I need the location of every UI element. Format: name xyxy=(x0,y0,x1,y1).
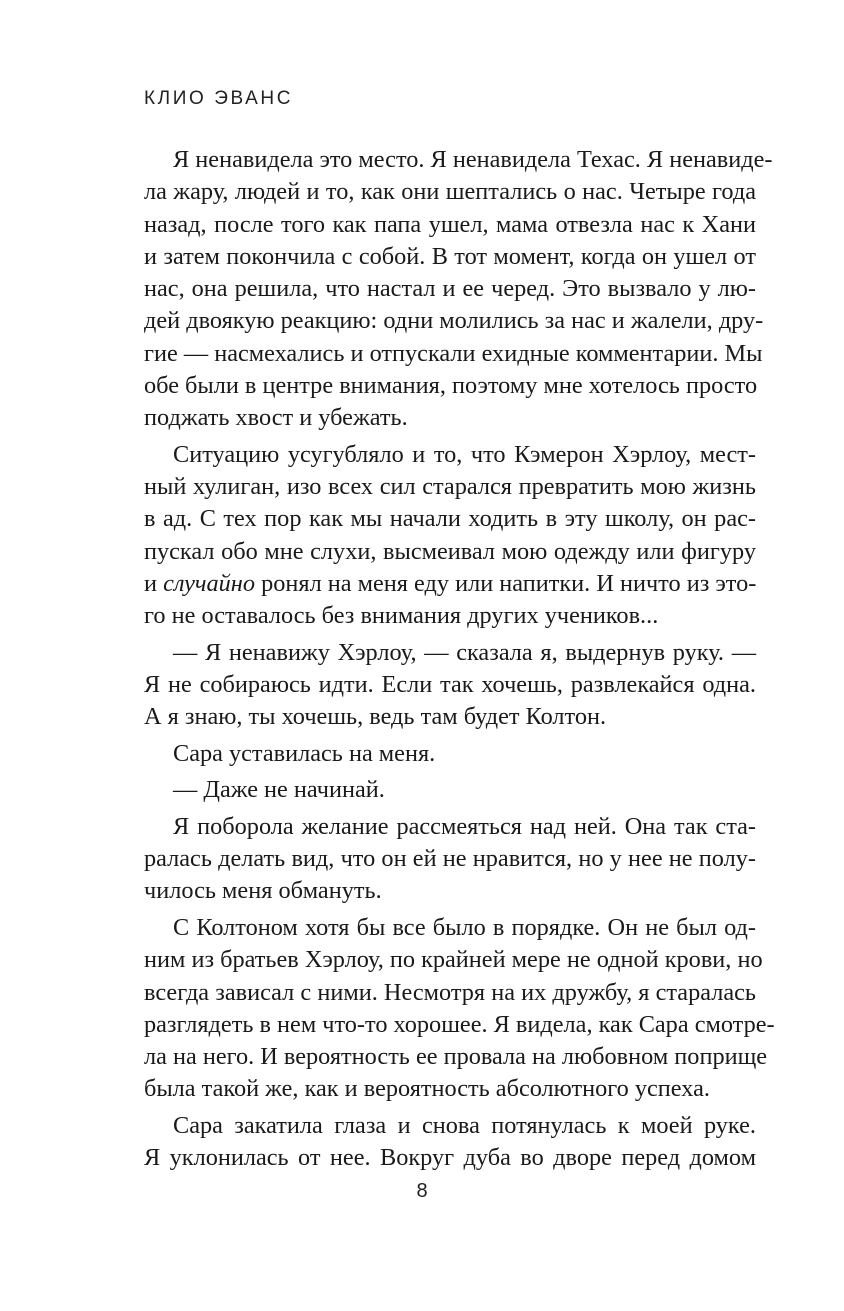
text-line: — Даже не начинай. xyxy=(173,776,385,804)
text-line: А я знаю, ты хочешь, ведь там будет Колтон. xyxy=(144,703,607,731)
paragraph xyxy=(144,738,756,770)
text-line: и затем покончила с собой. В тот момент, когда он ушел от xyxy=(144,242,756,270)
text-line: была такой же, как и вероятность абсолютного успеха. xyxy=(144,1075,710,1103)
text-fragment: и xyxy=(144,570,164,598)
text-line: в ад. С тех пор как мы начали ходить в эту школу, он рас- xyxy=(144,505,756,533)
text-line: поджать хвост и убежать. xyxy=(144,404,408,432)
text-line: Я ненавидела это место. Я ненавидела Техас. Я ненавиде- xyxy=(173,146,773,173)
text-line: Сара закатила глаза и снова потянулась к моей руке. xyxy=(173,1111,756,1139)
text-line: Ситуацию усугубляло и то, что Кэмерон Хэрлоу, мест- xyxy=(173,440,756,468)
text-line: ный хулиган, изо всех сил старался превратить мою жизнь xyxy=(144,473,756,501)
text-line: дей двоякую реакцию: одни молились за нас и жалели, дру- xyxy=(144,307,764,335)
text-line: чилось меня обмануть. xyxy=(144,877,382,905)
paragraph xyxy=(144,439,756,633)
paragraph xyxy=(144,811,756,908)
text-line xyxy=(144,568,756,600)
text-line: пускал обо мне слухи, высмеивал мою одежду или фигуру xyxy=(144,537,756,565)
text-line: С Колтоном хотя бы все было в порядке. Он не был од- xyxy=(173,913,756,941)
italic-word: случайно xyxy=(163,570,256,598)
text-line: назад, после того как папа ушел, мама отвезла нас к Хани xyxy=(144,210,756,238)
text-line: нас, она решила, что настал и ее черед. Это вызвало у лю- xyxy=(144,275,756,303)
text-line: разглядеть в нем что-то хорошее. Я видела, как Сара смотре- xyxy=(144,1010,775,1038)
dialogue-paragraph xyxy=(144,637,756,734)
text-line: Я уклонилась от нее. Вокруг дуба во дворе перед домом xyxy=(144,1144,756,1172)
text-line: ралась делать вид, что он ей не нравится, но у нее не полу- xyxy=(144,845,756,873)
text-line: Сара уставилась на меня. xyxy=(173,739,436,767)
text-line: обе были в центре внимания, поэтому мне хотелось просто xyxy=(144,372,758,400)
paragraph xyxy=(144,912,775,1106)
text-line: — Я ненавижу Хэрлоу, — сказала я, выдернув руку. — xyxy=(173,638,756,666)
text-line: ла на него. И вероятность ее провала на любовном поприще xyxy=(144,1043,768,1071)
text-line: всегда зависал с ними. Несмотря на их дружбу, я старалась xyxy=(144,978,756,1006)
text-body xyxy=(144,144,775,1175)
text-fragment: ронял на меня еду или напитки. И ничто из это- xyxy=(255,570,757,598)
text-line: ним из братьев Хэрлоу, по крайней мере не одной крови, но xyxy=(144,946,763,974)
running-header: КЛИО ЭВАНС xyxy=(144,88,294,109)
text-line: Я не собираюсь идти. Если так хочешь, развлекайся одна. xyxy=(144,671,756,699)
paragraph xyxy=(144,144,773,435)
dialogue-paragraph xyxy=(144,774,756,806)
page-number: 8 xyxy=(416,1180,428,1202)
text-line: гие — насмехались и отпускали ехидные комментарии. Мы xyxy=(144,339,763,367)
text-line: ла жару, людей и то, как они шептались о нас. Четыре года xyxy=(144,178,756,206)
text-line: го не оставалось без внимания других учеников... xyxy=(144,602,659,630)
text-line: Я поборола желание рассмеяться над ней. Она так ста- xyxy=(173,812,756,840)
paragraph xyxy=(144,1110,756,1175)
